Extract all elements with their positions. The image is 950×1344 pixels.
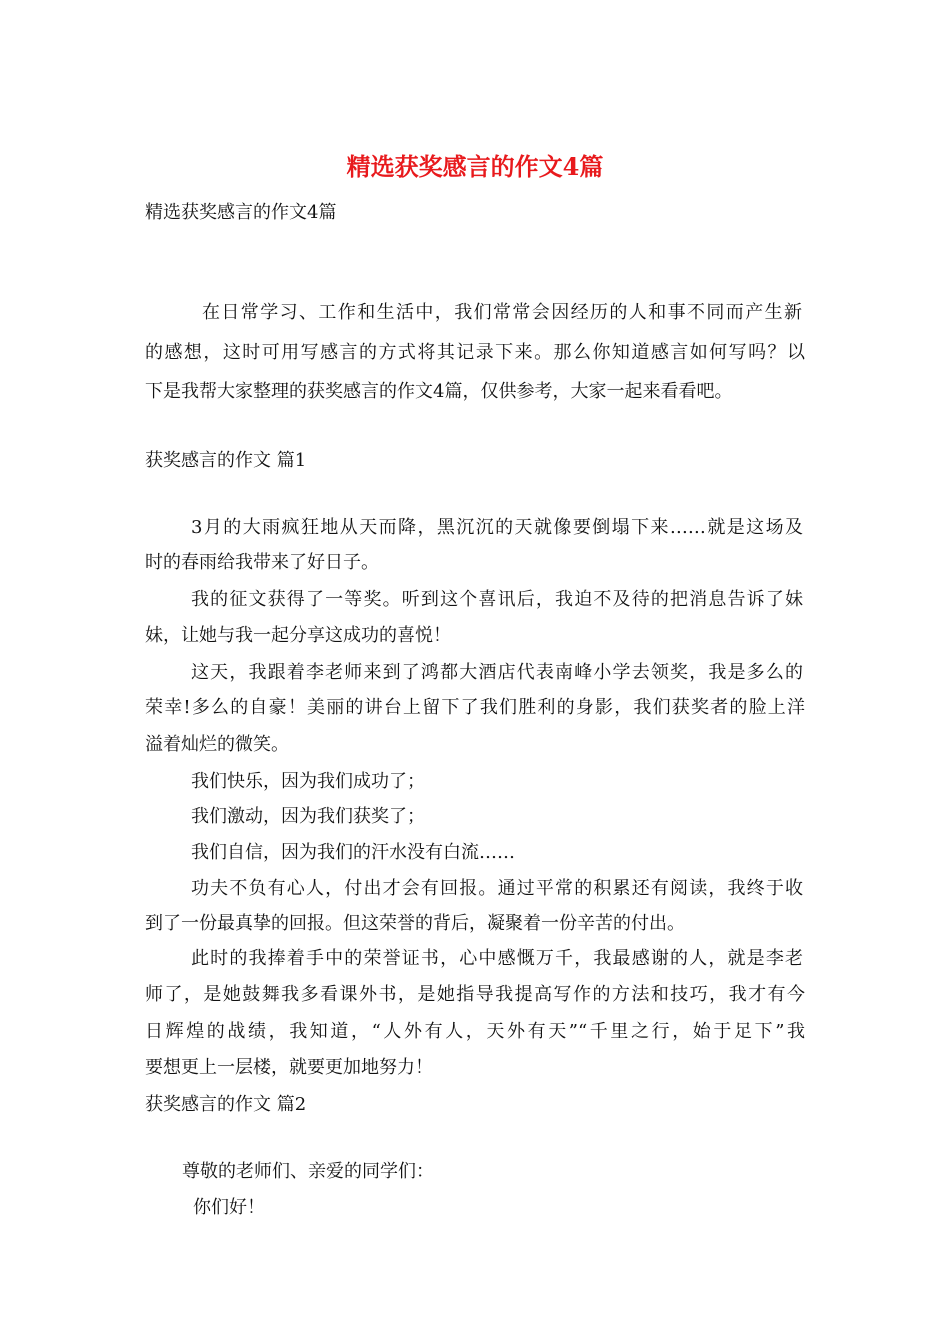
essay1-paragraph-8-line-4: 要想更上一层楼，就要更加地努力！	[145, 1057, 433, 1078]
essay1-paragraph-3-line-3: 溢着灿烂的微笑。	[145, 734, 289, 755]
essay1-paragraph-8-line-3: 日辉煌的战绩，我知道，“人外有人，天外有天”“千里之行，始于足下”我	[145, 1021, 805, 1042]
essay1-paragraph-1-line-2: 时的春雨给我带来了好日子。	[145, 552, 379, 573]
essay1-paragraph-1-line-1: 3月的大雨疯狂地从天而降，黑沉沉的天就像要倒塌下来……就是这场及	[191, 517, 803, 538]
essay2-heading: 获奖感言的作文 篇2	[145, 1094, 307, 1115]
intro-line-1: 在日常学习、工作和生活中，我们常常会因经历的人和事不同而产生新	[202, 302, 802, 323]
essay1-paragraph-4: 我们快乐，因为我们成功了；	[191, 771, 425, 792]
essay1-paragraph-2-line-2: 妹，让她与我一起分享这成功的喜悦！	[145, 625, 451, 646]
essay1-paragraph-5: 我们激动，因为我们获奖了；	[191, 806, 425, 827]
essay1-heading: 获奖感言的作文 篇1	[145, 450, 307, 471]
essay1-paragraph-3-line-2: 荣幸!多么的自豪！美丽的讲台上留下了我们胜利的身影，我们获奖者的脸上洋	[145, 697, 805, 718]
essay1-paragraph-2-line-1: 我的征文获得了一等奖。听到这个喜讯后，我迫不及待的把消息告诉了妹	[191, 589, 803, 610]
document-subtitle: 精选获奖感言的作文4篇	[145, 202, 337, 223]
essay2-greeting: 你们好！	[193, 1197, 265, 1218]
essay1-paragraph-3-line-1: 这天，我跟着李老师来到了鸿都大酒店代表南峰小学去领奖，我是多么的	[191, 662, 803, 683]
essay1-paragraph-8-line-1: 此时的我捧着手中的荣誉证书，心中感慨万千，我最感谢的人，就是李老	[191, 948, 803, 969]
intro-line-2: 的感想，这时可用写感言的方式将其记录下来。那么你知道感言如何写吗？以	[145, 342, 805, 363]
essay1-paragraph-7-line-2: 到了一份最真挚的回报。但这荣誉的背后，凝聚着一份辛苦的付出。	[145, 913, 685, 934]
essay1-paragraph-7-line-1: 功夫不负有心人，付出才会有回报。通过平常的积累还有阅读，我终于收	[191, 878, 803, 899]
intro-line-3: 下是我帮大家整理的获奖感言的作文4篇，仅供参考，大家一起来看看吧。	[145, 381, 733, 402]
document-title: 精选获奖感言的作文4篇	[346, 152, 604, 181]
essay2-salutation: 尊敬的老师们、亲爱的同学们：	[182, 1161, 434, 1182]
essay1-paragraph-8-line-2: 师了，是她鼓舞我多看课外书，是她指导我提高写作的方法和技巧，我才有今	[145, 984, 805, 1005]
essay1-paragraph-6: 我们自信，因为我们的汗水没有白流……	[191, 842, 515, 863]
